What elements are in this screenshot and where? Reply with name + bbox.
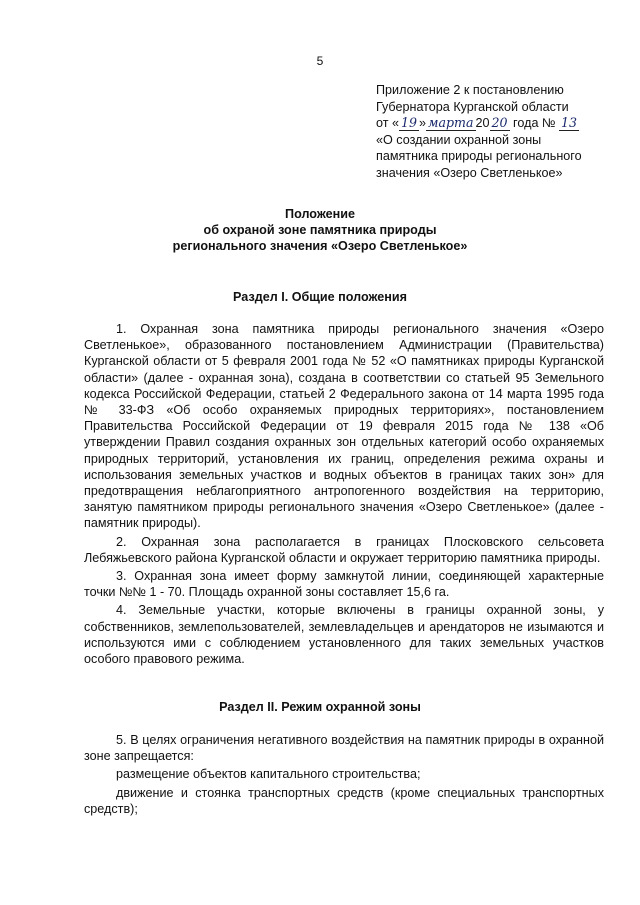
- title-line-1: Положение: [285, 207, 355, 221]
- handwritten-year: 20: [491, 115, 508, 130]
- paragraph-1: 1. Охранная зона памятника природы регионального значения «Озеро Светленькое», образованного постановлением Администрации (Правительства) Курганской области от 5 февраля 2001 года № 52 «О памятниках природы Курганской области» (далее - охранная зона), создана в соответствии со статьей 95 Земельного кодекса Российской Федерации, статьей 2 Федерального закона от 14 марта 1995 года № 33-ФЗ «Об особо охраняемых природных территориях», постановлением Правительства Российской Федерации от 19 февраля 2015 года № 138 «Об утверждении Правил создания охранных зон отдельных категорий особо охраняемых природных территорий, установления их границ, определения режима охраны и использования земельных участков и водных объектов в границах таких зон» для предотвращения неблагоприятного антропогенного воздействия на территорию, занятую памятником природы регионального значения «Озеро Светленькое» (далее - памятник природы).: [84, 322, 604, 531]
- appendix-date-line: [376, 115, 626, 132]
- paragraph-5: 5. В целях ограничения негативного воздействия на памятник природы в охранной зоне запрещается:: [84, 733, 604, 764]
- appendix-from: от «: [376, 116, 399, 130]
- paragraph-7: движение и стоянка транспортных средств (кроме специальных транспортных средств);: [84, 785, 604, 816]
- section-2-body: [84, 732, 604, 819]
- title-line-2: об охраной зоне памятника природы: [203, 223, 437, 237]
- document-title: [0, 206, 640, 254]
- handwritten-number: 13: [560, 115, 577, 130]
- title-line-3: регионального значения «Озеро Светленькое»: [172, 239, 468, 253]
- paragraph-6: размещение объектов капитального строительства;: [116, 767, 421, 782]
- appendix-line-1: Приложение 2 к постановлению: [376, 83, 564, 97]
- handwritten-month: марта: [428, 115, 474, 130]
- appendix-line-6: значения «Озеро Светленькое»: [376, 165, 563, 180]
- appendix-line-4: «О создании охранной зоны: [376, 132, 542, 147]
- section-2-heading: Раздел II. Режим охранной зоны: [219, 700, 421, 714]
- page-number: 5: [316, 54, 324, 68]
- appendix-block: [376, 82, 626, 181]
- paragraph-3: 3. Охранная зона имеет форму замкнутой линии, соединяющей характерные точки №№ 1 - 70. Площадь охранной зоны составляет 15,6 га.: [84, 569, 604, 600]
- appendix-quote-close: »: [419, 116, 427, 130]
- section-1-body: [84, 321, 604, 669]
- appendix-year-suffix: года №: [509, 116, 556, 130]
- paragraph-2: 2. Охранная зона располагается в границах Плосковского сельсовета Лебяжьевского района Курганской области и окружает территорию памятника природы.: [84, 534, 604, 565]
- section-1-heading: Раздел I. Общие положения: [233, 290, 407, 304]
- appendix-line-2: Губернатора Курганской области: [376, 99, 569, 114]
- appendix-year-prefix: 20: [475, 116, 490, 130]
- paragraph-4: 4. Земельные участки, которые включены в границы охранной зоны, у собственников, землепользователей, землевладельцев и арендаторов не изымаются и используются ими с соблюдением установленного для таких земельных участков особого правового режима.: [84, 603, 604, 667]
- handwritten-day: 19: [401, 115, 418, 130]
- appendix-line-5: памятника природы регионального: [376, 149, 582, 163]
